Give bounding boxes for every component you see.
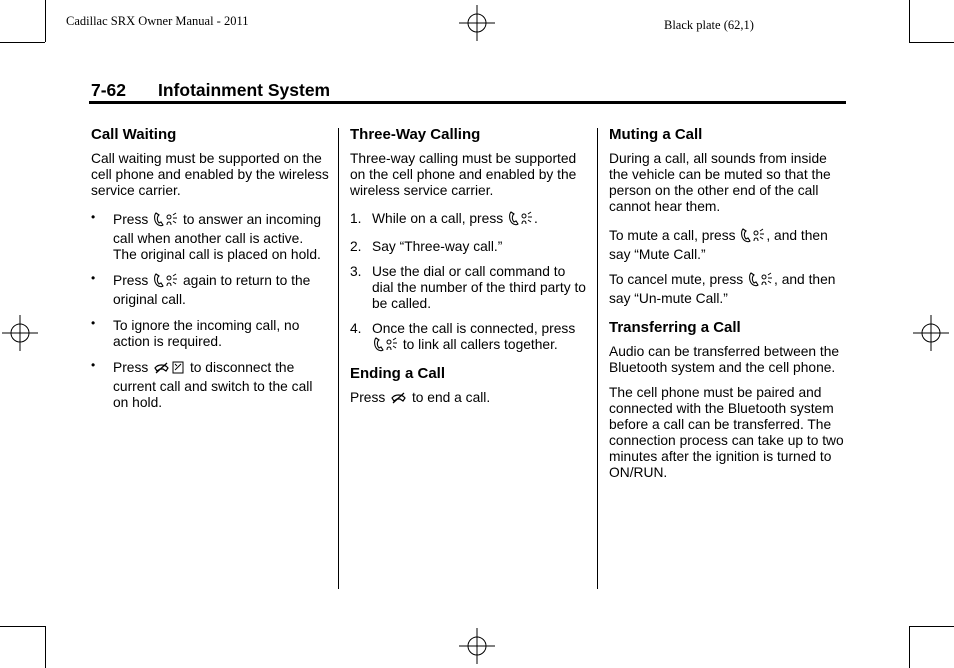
- step-number: 1.: [350, 211, 362, 226]
- registration-mark-icon: [913, 315, 949, 351]
- paragraph-text: , and then say “Mute Call.”: [609, 228, 828, 262]
- column-three-way: [350, 126, 590, 418]
- ending-call-text: [350, 390, 590, 409]
- registration-mark-icon: [2, 315, 38, 351]
- list-item: [350, 264, 590, 312]
- list-item: [350, 321, 590, 356]
- list-item-text: Use the dial or call command to dial the number of the third party to be called.: [372, 264, 586, 311]
- paragraph-text: , and then say “Un-mute Call.”: [609, 272, 836, 306]
- call-waiting-list: [91, 212, 329, 411]
- column-divider: [597, 128, 598, 589]
- paragraph-text: To cancel mute, press: [609, 272, 744, 287]
- list-item-text: To ignore the incoming call, no action is required.: [113, 318, 300, 349]
- step-number: 3.: [350, 264, 362, 279]
- crop-mark: [45, 0, 46, 42]
- call-waiting-intro: Call waiting must be supported on the cell phone and enabled by the wireless service carrier.: [91, 151, 329, 198]
- column-muting: [609, 126, 849, 490]
- list-item: [91, 212, 329, 263]
- paragraph-text: Press: [350, 390, 386, 405]
- phone-talk-icon: [740, 228, 751, 247]
- section-title: Infotainment System: [158, 80, 331, 100]
- heading-transferring-call: Transferring a Call: [609, 319, 741, 336]
- transfer-text-2: The cell phone must be paired and connected with the Bluetooth system before a call can be transferred. The connection process can take up to two minutes after the ignition is turned to ON/RUN.: [609, 385, 844, 480]
- phone-talk-icon: [153, 273, 164, 292]
- three-way-intro: Three-way calling must be supported on the cell phone and enabled by the wireless service carrier.: [350, 151, 577, 198]
- voice-recognition-icon: [753, 228, 765, 247]
- voice-recognition-icon: [166, 212, 178, 231]
- phone-talk-icon: [373, 337, 384, 356]
- step-number: 4.: [350, 321, 362, 336]
- list-item-text: to disconnect the current call and switch to the call on hold.: [113, 360, 313, 410]
- voice-recognition-icon: [521, 211, 533, 230]
- paragraph-text: To mute a call, press: [609, 228, 736, 243]
- list-item-text: to answer an incoming call when another call is active. The original call is placed on hold.: [113, 212, 322, 262]
- column-divider: [338, 128, 339, 589]
- registration-mark-icon: [459, 5, 495, 41]
- list-item-text: again to return to the original call.: [113, 273, 311, 307]
- muting-intro: During a call, all sounds from inside the vehicle can be muted so that the person on the other end of the call cannot hear them.: [609, 151, 831, 214]
- voice-recognition-icon: [166, 273, 178, 292]
- list-item-text: Once the call is connected, press: [372, 321, 576, 336]
- voice-recognition-icon: [386, 337, 398, 356]
- heading-ending-call: Ending a Call: [350, 365, 446, 382]
- list-item-text: Press: [113, 273, 149, 288]
- page-header: [91, 80, 330, 101]
- crop-mark: [0, 626, 45, 627]
- phone-talk-icon: [748, 272, 759, 291]
- heading-three-way-calling: Three-Way Calling: [350, 126, 481, 143]
- list-item: [91, 360, 329, 411]
- heading-call-waiting: Call Waiting: [91, 126, 177, 143]
- list-item-text: Press: [113, 360, 149, 375]
- plate-label: Black plate (62,1): [664, 18, 754, 32]
- list-item-text: While on a call, press: [372, 211, 504, 226]
- end-call-icon: [390, 392, 407, 409]
- registration-mark-icon: [459, 628, 495, 664]
- three-way-steps: [350, 211, 590, 356]
- crop-mark: [909, 42, 954, 43]
- list-item-text: Say “Three-way call.”: [372, 239, 503, 254]
- phone-mute-icon: [172, 360, 185, 379]
- page-number: 7-62: [91, 80, 127, 100]
- crop-mark: [909, 0, 910, 42]
- unmute-instruction: [609, 272, 849, 307]
- step-number: 2.: [350, 239, 362, 254]
- crop-mark: [909, 626, 954, 627]
- mute-instruction: [609, 228, 849, 263]
- phone-talk-icon: [508, 211, 519, 230]
- header-rule: [89, 101, 846, 104]
- manual-title: Cadillac SRX Owner Manual - 2011: [66, 14, 249, 28]
- paragraph-text: to end a call.: [411, 390, 491, 405]
- crop-mark: [909, 626, 910, 668]
- list-item-text: Press: [113, 212, 149, 227]
- list-item: [91, 273, 329, 308]
- list-item: [350, 211, 590, 230]
- list-item-text: to link all callers together.: [402, 337, 558, 352]
- crop-mark: [0, 42, 45, 43]
- list-item: [350, 239, 590, 255]
- crop-mark: [45, 626, 46, 668]
- phone-talk-icon: [153, 212, 164, 231]
- end-call-icon: [153, 362, 170, 379]
- list-item: [91, 318, 329, 350]
- list-item-text: .: [533, 211, 538, 226]
- column-call-waiting: [91, 126, 329, 421]
- heading-muting-call: Muting a Call: [609, 126, 703, 143]
- transfer-text-1: Audio can be transferred between the Bluetooth system and the cell phone.: [609, 344, 840, 375]
- voice-recognition-icon: [761, 272, 773, 291]
